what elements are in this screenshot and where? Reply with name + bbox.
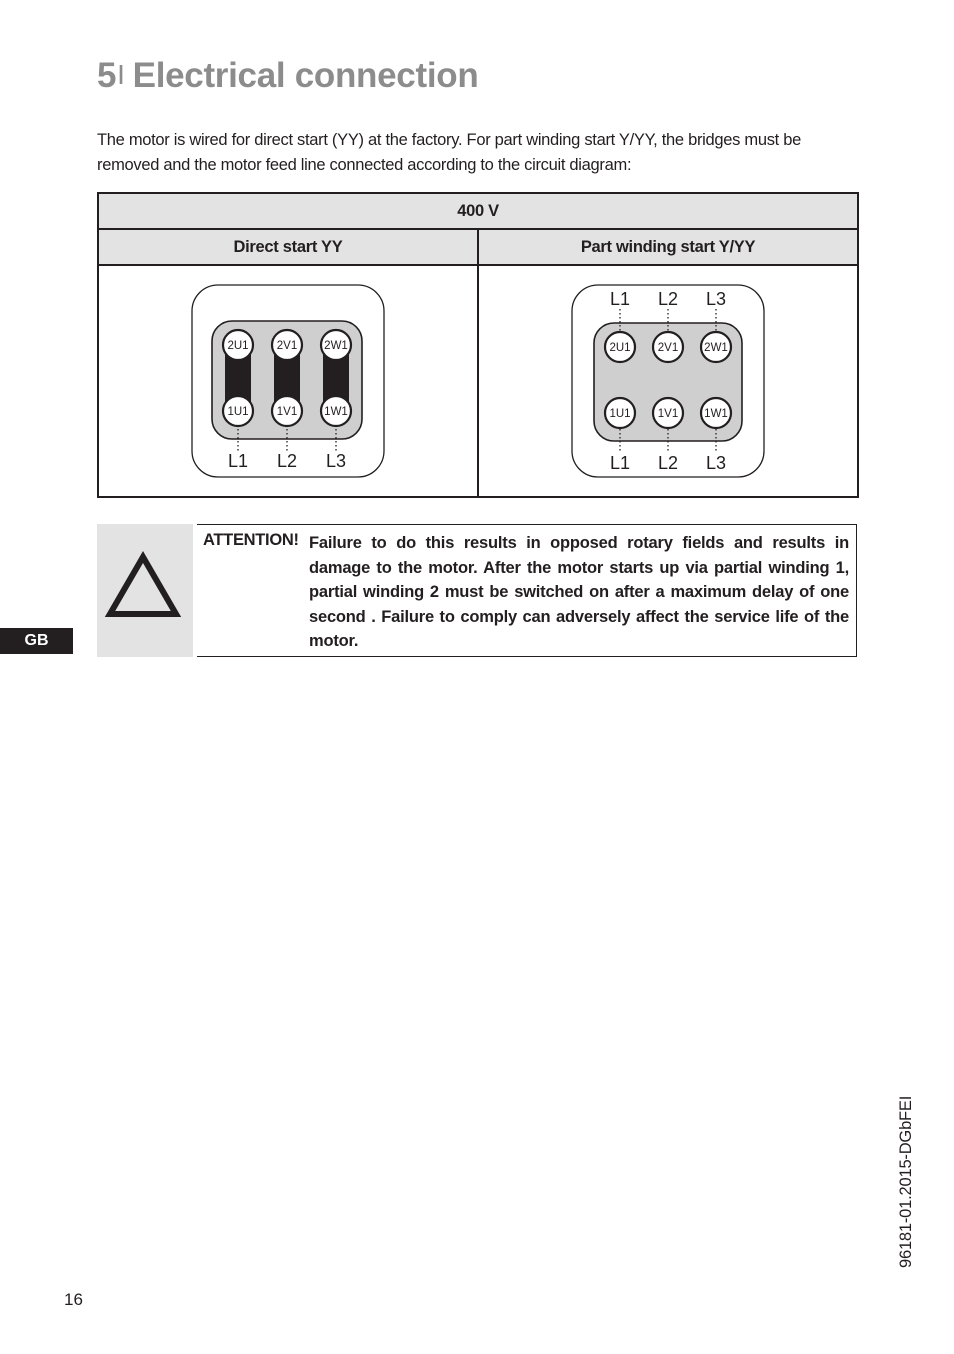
column-header-part-winding: Part winding start Y/YY: [478, 229, 858, 265]
terminal-label: 2W1: [704, 342, 728, 354]
terminal-label: 2W1: [324, 340, 348, 352]
language-tab: GB: [0, 628, 73, 654]
intro-paragraph: The motor is wired for direct start (YY) at the factory. For part winding start Y/YY, the bridges must be removed and the motor feed line connected according to the circuit diagram:: [97, 131, 801, 174]
line-label: L2: [276, 451, 298, 471]
page-number: 16: [64, 1290, 83, 1309]
warning-message: Failure to do this results in opposed rotary fields and results in damage to the motor. After the motor starts up via partial winding 1, partial winding 2 must be switched on after a maximum delay of one second . Failure to comply can adversely affect the service life of the motor.: [309, 534, 849, 650]
line-label: L1: [609, 453, 631, 473]
section-separator: I: [117, 59, 125, 90]
line-label: L2: [657, 289, 679, 309]
attention-notice: [97, 524, 858, 657]
warning-label: ATTENTION!: [203, 531, 299, 549]
line-label: L3: [705, 289, 727, 309]
line-label: L3: [325, 451, 347, 471]
document-id: 96181-01.2015-DGbFEI: [897, 1095, 915, 1268]
direct-start-cell: [98, 265, 478, 497]
section-number: 5: [97, 56, 117, 95]
warning-triangle-icon: [97, 524, 193, 657]
wiring-table: [97, 192, 859, 498]
warning-icon-box: [97, 524, 193, 657]
terminal-label: 2U1: [227, 340, 249, 352]
direct-start-diagram: [188, 281, 388, 481]
terminal-label: 1U1: [227, 406, 249, 418]
line-label: L2: [657, 453, 679, 473]
terminal-label: 1V1: [657, 408, 679, 420]
line-label: L3: [705, 453, 727, 473]
terminal-label: 1V1: [276, 406, 298, 418]
section-title-text: Electrical connection: [132, 56, 479, 95]
section-title: [97, 56, 478, 96]
terminal-label: 2V1: [657, 342, 679, 354]
warning-text-box: [197, 524, 857, 657]
terminal-label: 1U1: [609, 408, 631, 420]
terminal-label: 1W1: [324, 406, 348, 418]
part-winding-cell: [478, 265, 858, 497]
terminal-label: 2U1: [609, 342, 631, 354]
voltage-header: 400 V: [98, 193, 858, 229]
terminal-label: 2V1: [276, 340, 298, 352]
terminal-label: 1W1: [704, 408, 728, 420]
part-winding-diagram: [568, 281, 768, 481]
column-header-direct-start: Direct start YY: [98, 229, 478, 265]
line-label: L1: [609, 289, 631, 309]
line-label: L1: [227, 451, 249, 471]
